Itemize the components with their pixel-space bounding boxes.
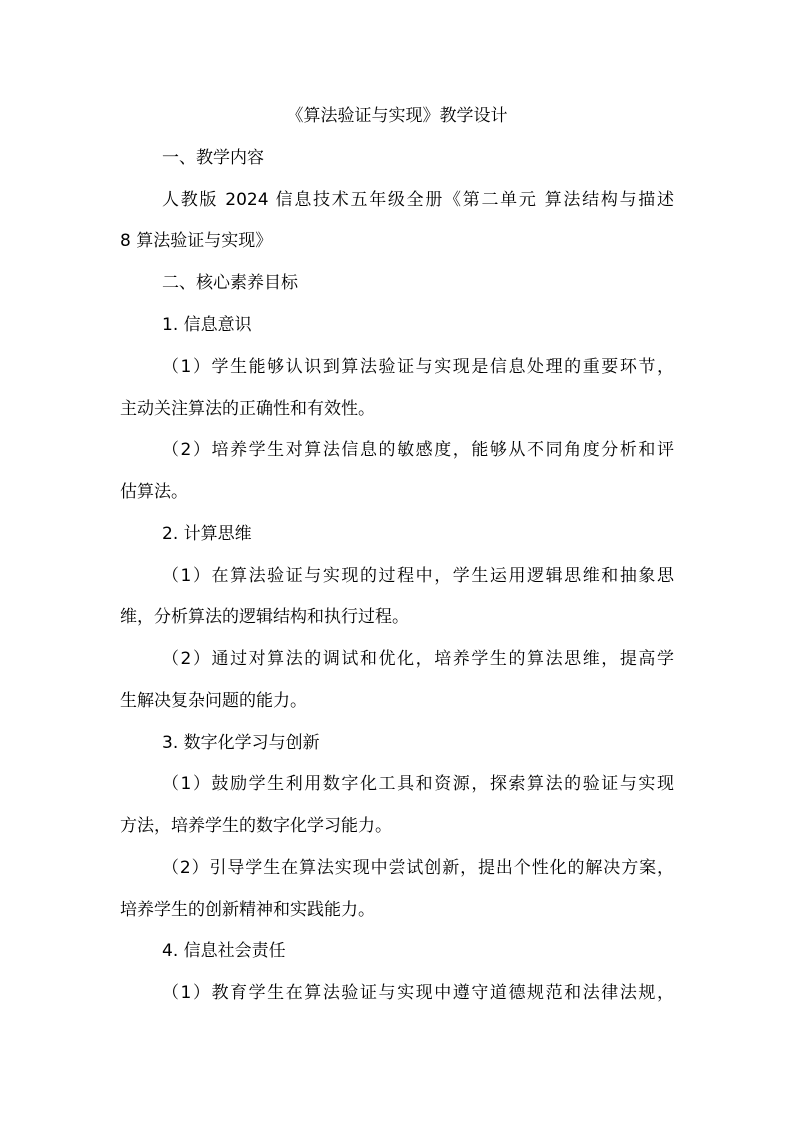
section-heading-content: 一、教学内容: [162, 148, 264, 168]
subheading-computational-thinking: 2. 计算思维: [162, 524, 252, 544]
paragraph-line: 主动关注算法的正确性和有效性。: [120, 399, 375, 419]
paragraph-line: （1）学生能够认识到算法验证与实现是信息处理的重要环节，: [162, 357, 674, 377]
paragraph-line: 维，分析算法的逻辑结构和执行过程。: [120, 607, 409, 627]
subheading-social-responsibility: 4. 信息社会责任: [162, 941, 286, 961]
paragraph-line: 人教版 2024 信息技术五年级全册《第二单元 算法结构与描述: [162, 190, 674, 210]
paragraph-line: 估算法。: [120, 482, 188, 502]
paragraph-line: 生解决复杂问题的能力。: [120, 691, 307, 711]
paragraph-line: 8 算法验证与实现》: [120, 231, 273, 251]
section-heading-goals: 二、核心素养目标: [162, 273, 298, 293]
paragraph-line: （1）教育学生在算法验证与实现中遵守道德规范和法律法规，: [162, 983, 674, 1003]
subheading-info-awareness: 1. 信息意识: [162, 315, 252, 335]
subheading-digital-learning: 3. 数字化学习与创新: [162, 733, 320, 753]
document-title: 《算法验证与实现》教学设计: [286, 106, 508, 126]
paragraph-line: （2）通过对算法的调试和优化，培养学生的算法思维，提高学: [162, 649, 674, 669]
paragraph-line: （1）在算法验证与实现的过程中，学生运用逻辑思维和抽象思: [162, 566, 674, 586]
paragraph-line: （2）培养学生对算法信息的敏感度，能够从不同角度分析和评: [162, 440, 674, 460]
paragraph-line: 方法，培养学生的数字化学习能力。: [120, 816, 392, 836]
paragraph-line: （1）鼓励学生利用数字化工具和资源，探索算法的验证与实现: [162, 774, 674, 794]
paragraph-line: （2）引导学生在算法实现中尝试创新，提出个性化的解决方案，: [162, 858, 674, 878]
paragraph-line: 培养学生的创新精神和实践能力。: [120, 900, 375, 920]
